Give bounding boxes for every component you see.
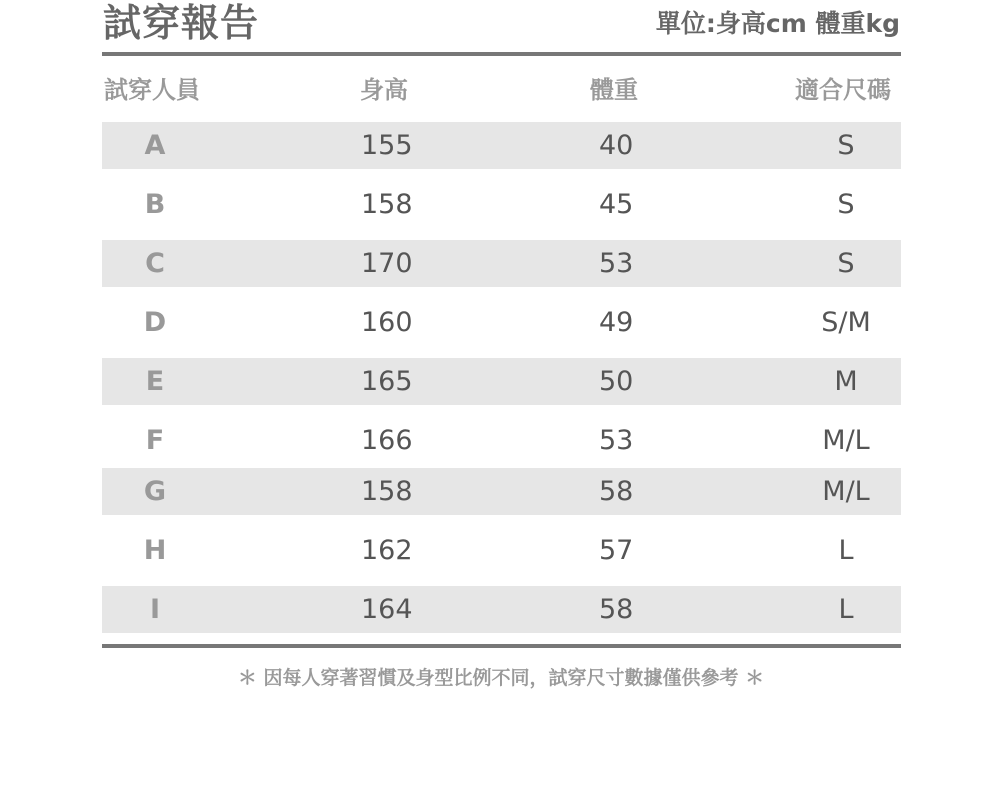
size-value: L [838,594,854,625]
tester-name: H [143,535,167,566]
weight-value: 40 [599,130,634,161]
height-value: 155 [361,130,413,161]
table-row [102,181,901,228]
size-value: M/L [822,476,870,507]
column-header-size: 適合尺碼 [795,76,891,104]
height-value: 162 [361,535,413,566]
page-title: 試穿報告 [103,1,260,45]
table-row [102,240,901,287]
weight-value: 50 [599,366,634,397]
weight-value: 49 [599,307,634,338]
column-header-tester: 試穿人員 [104,76,200,104]
tester-name: E [145,366,165,397]
table-row [102,417,901,464]
bottom-divider [102,644,901,648]
height-value: 160 [361,307,413,338]
tester-name: G [143,476,167,507]
tester-name: D [143,307,167,338]
column-header-height: 身高 [360,76,408,104]
weight-value: 45 [599,189,634,220]
tester-name: B [144,189,166,220]
column-header-weight: 體重 [590,76,638,104]
weight-value: 58 [599,476,634,507]
size-value: S/M [821,307,871,338]
height-value: 158 [361,476,413,507]
tester-name: A [144,130,166,161]
size-value: L [838,535,854,566]
height-value: 165 [361,366,413,397]
height-value: 164 [361,594,413,625]
height-value: 166 [361,425,413,456]
table-row [102,299,901,346]
table-header [102,70,901,110]
weight-value: 53 [599,248,634,279]
height-value: 170 [361,248,413,279]
table-body [102,122,901,633]
disclaimer-note: ＊ 因每人穿著習慣及身型比例不同，試穿尺寸數據僅供參考 ＊ [237,667,765,689]
table-row [102,358,901,405]
weight-value: 53 [599,425,634,456]
height-value: 158 [361,189,413,220]
size-value: M [834,366,858,397]
weight-value: 58 [599,594,634,625]
tester-name: F [145,425,165,456]
top-divider [102,52,901,56]
weight-value: 57 [599,535,634,566]
size-value: S [837,189,855,220]
tester-name: I [149,594,161,625]
table-row [102,527,901,574]
table-row [102,468,901,515]
table-row [102,122,901,169]
size-value: S [837,130,855,161]
tester-name: C [145,248,165,279]
unit-note: 單位:身高cm 體重kg [655,9,900,38]
size-value: M/L [822,425,870,456]
table-row [102,586,901,633]
size-value: S [837,248,855,279]
